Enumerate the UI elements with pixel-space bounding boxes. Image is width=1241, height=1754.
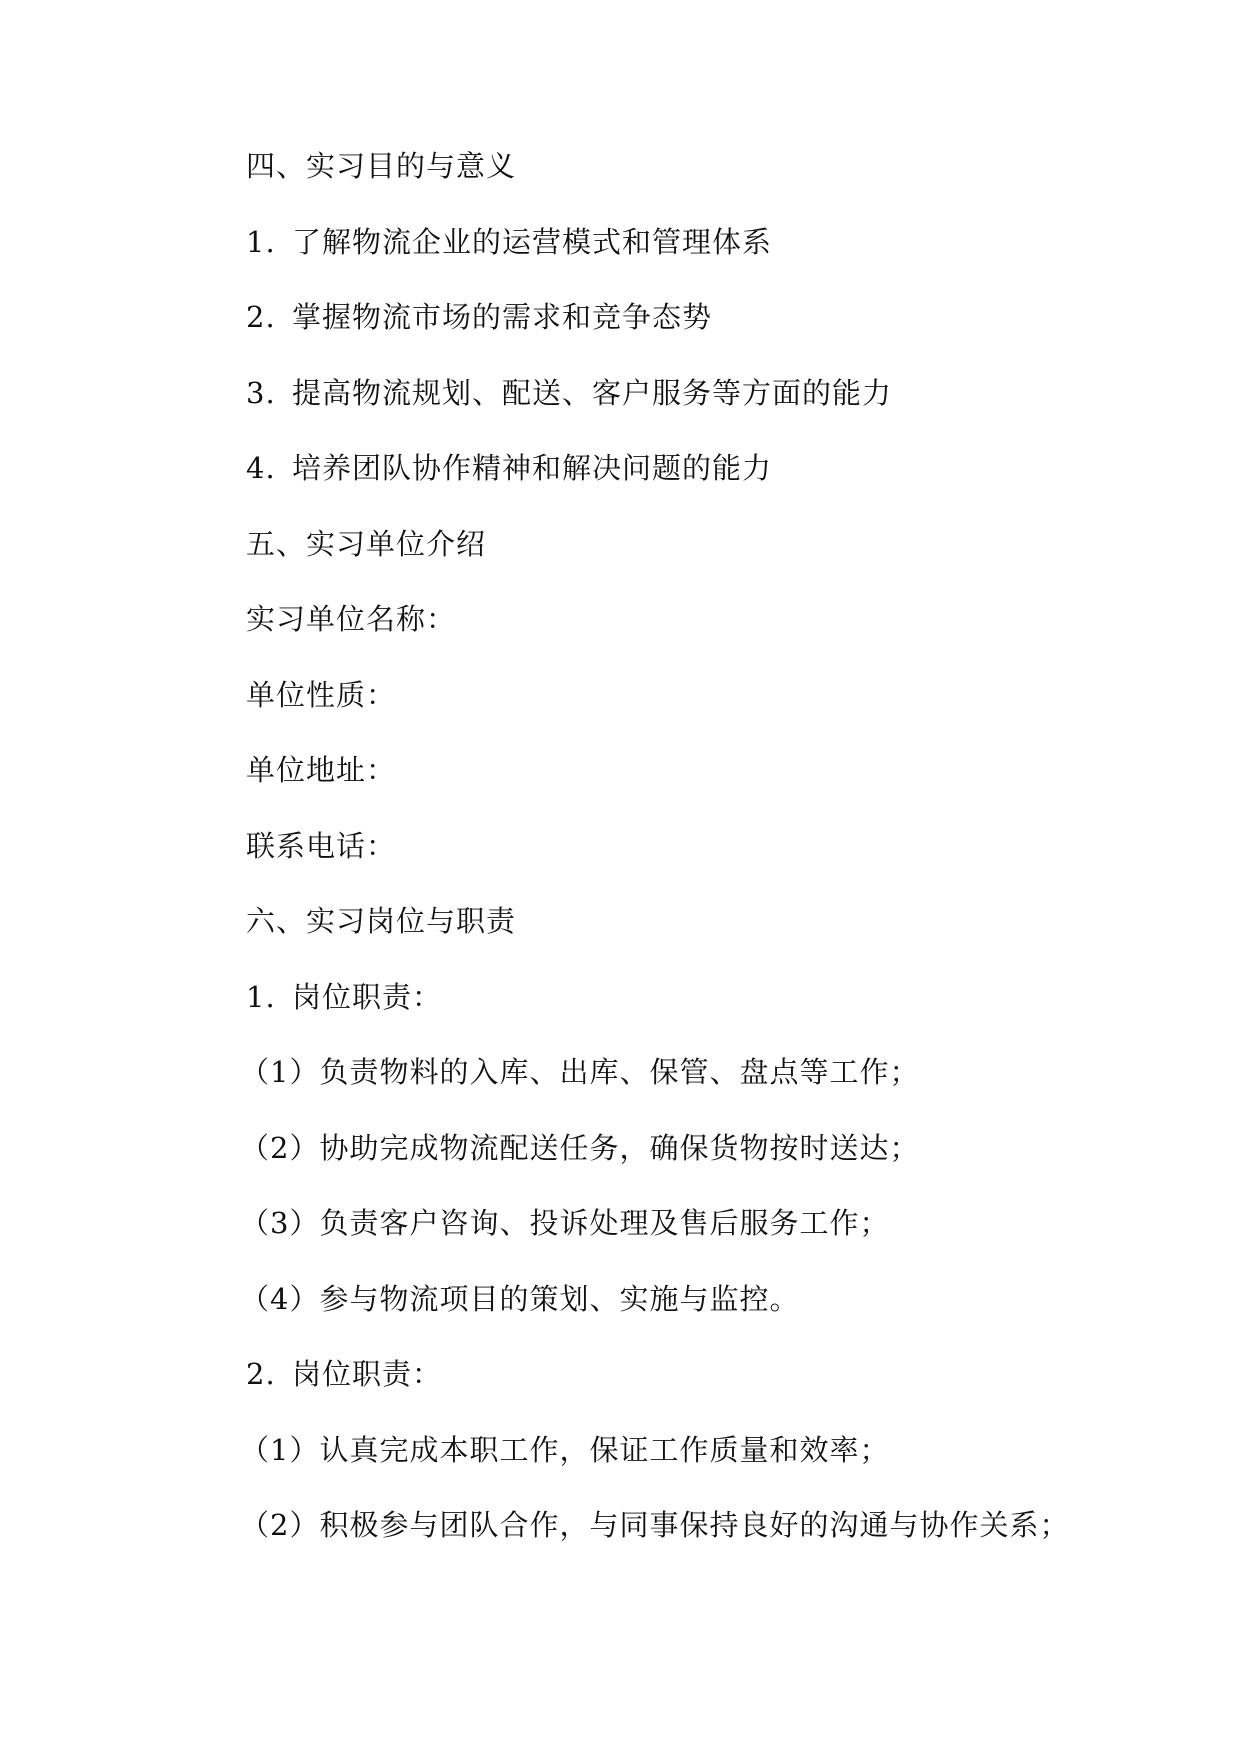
line-text: 六、实习岗位与职责 — [246, 904, 517, 938]
numbered-item — [246, 222, 1146, 298]
sub-item — [240, 1505, 1146, 1581]
item-number: 4. — [246, 451, 276, 485]
line-text: （3）负责客户咨询、投诉处理及售后服务工作； — [240, 1206, 890, 1240]
sub-item — [240, 1279, 1146, 1355]
numbered-item — [246, 373, 1146, 449]
line-text: （2）积极参与团队合作，与同事保持良好的沟通与协作关系； — [240, 1508, 1070, 1542]
item-number: 2. — [246, 1357, 276, 1391]
line-text: （1）认真完成本职工作，保证工作质量和效率； — [240, 1432, 890, 1467]
info-field — [246, 750, 1146, 826]
line-text: 单位地址： — [246, 753, 397, 787]
numbered-item — [246, 1354, 1146, 1430]
line-text: 岗位职责： — [292, 979, 443, 1014]
line-text: （2）协助完成物流配送任务，确保货物按时送达； — [240, 1130, 920, 1165]
numbered-item — [246, 977, 1146, 1053]
line-text: 联系电话： — [246, 828, 397, 863]
section-heading — [246, 146, 1146, 222]
line-text: （1）负责物料的入库、出库、保管、盘点等工作； — [240, 1055, 920, 1089]
sub-item — [240, 1203, 1146, 1279]
line-text: （4）参与物流项目的策划、实施与监控。 — [240, 1281, 800, 1316]
info-field — [246, 826, 1146, 902]
document-body — [240, 146, 1146, 1581]
line-text: 单位性质： — [246, 677, 397, 712]
section-heading — [246, 901, 1146, 977]
numbered-item — [246, 448, 1146, 524]
item-number: 1. — [246, 224, 276, 259]
section-heading — [246, 524, 1146, 600]
sub-item — [240, 1430, 1146, 1506]
info-field — [246, 675, 1146, 751]
line-text: 了解物流企业的运营模式和管理体系 — [292, 224, 773, 259]
item-number: 3. — [246, 375, 276, 410]
line-text: 提高物流规划、配送、客户服务等方面的能力 — [292, 375, 893, 410]
line-text: 四、实习目的与意义 — [246, 149, 517, 183]
info-field — [246, 599, 1146, 675]
sub-item — [240, 1128, 1146, 1204]
line-text: 岗位职责： — [292, 1357, 443, 1391]
line-text: 培养团队协作精神和解决问题的能力 — [292, 451, 773, 485]
line-text: 实习单位名称： — [246, 602, 457, 636]
item-number: 2. — [246, 300, 276, 334]
sub-item — [240, 1052, 1146, 1128]
numbered-item — [246, 297, 1146, 373]
item-number: 1. — [246, 979, 276, 1014]
line-text: 五、实习单位介绍 — [246, 526, 487, 561]
line-text: 掌握物流市场的需求和竞争态势 — [292, 300, 713, 334]
